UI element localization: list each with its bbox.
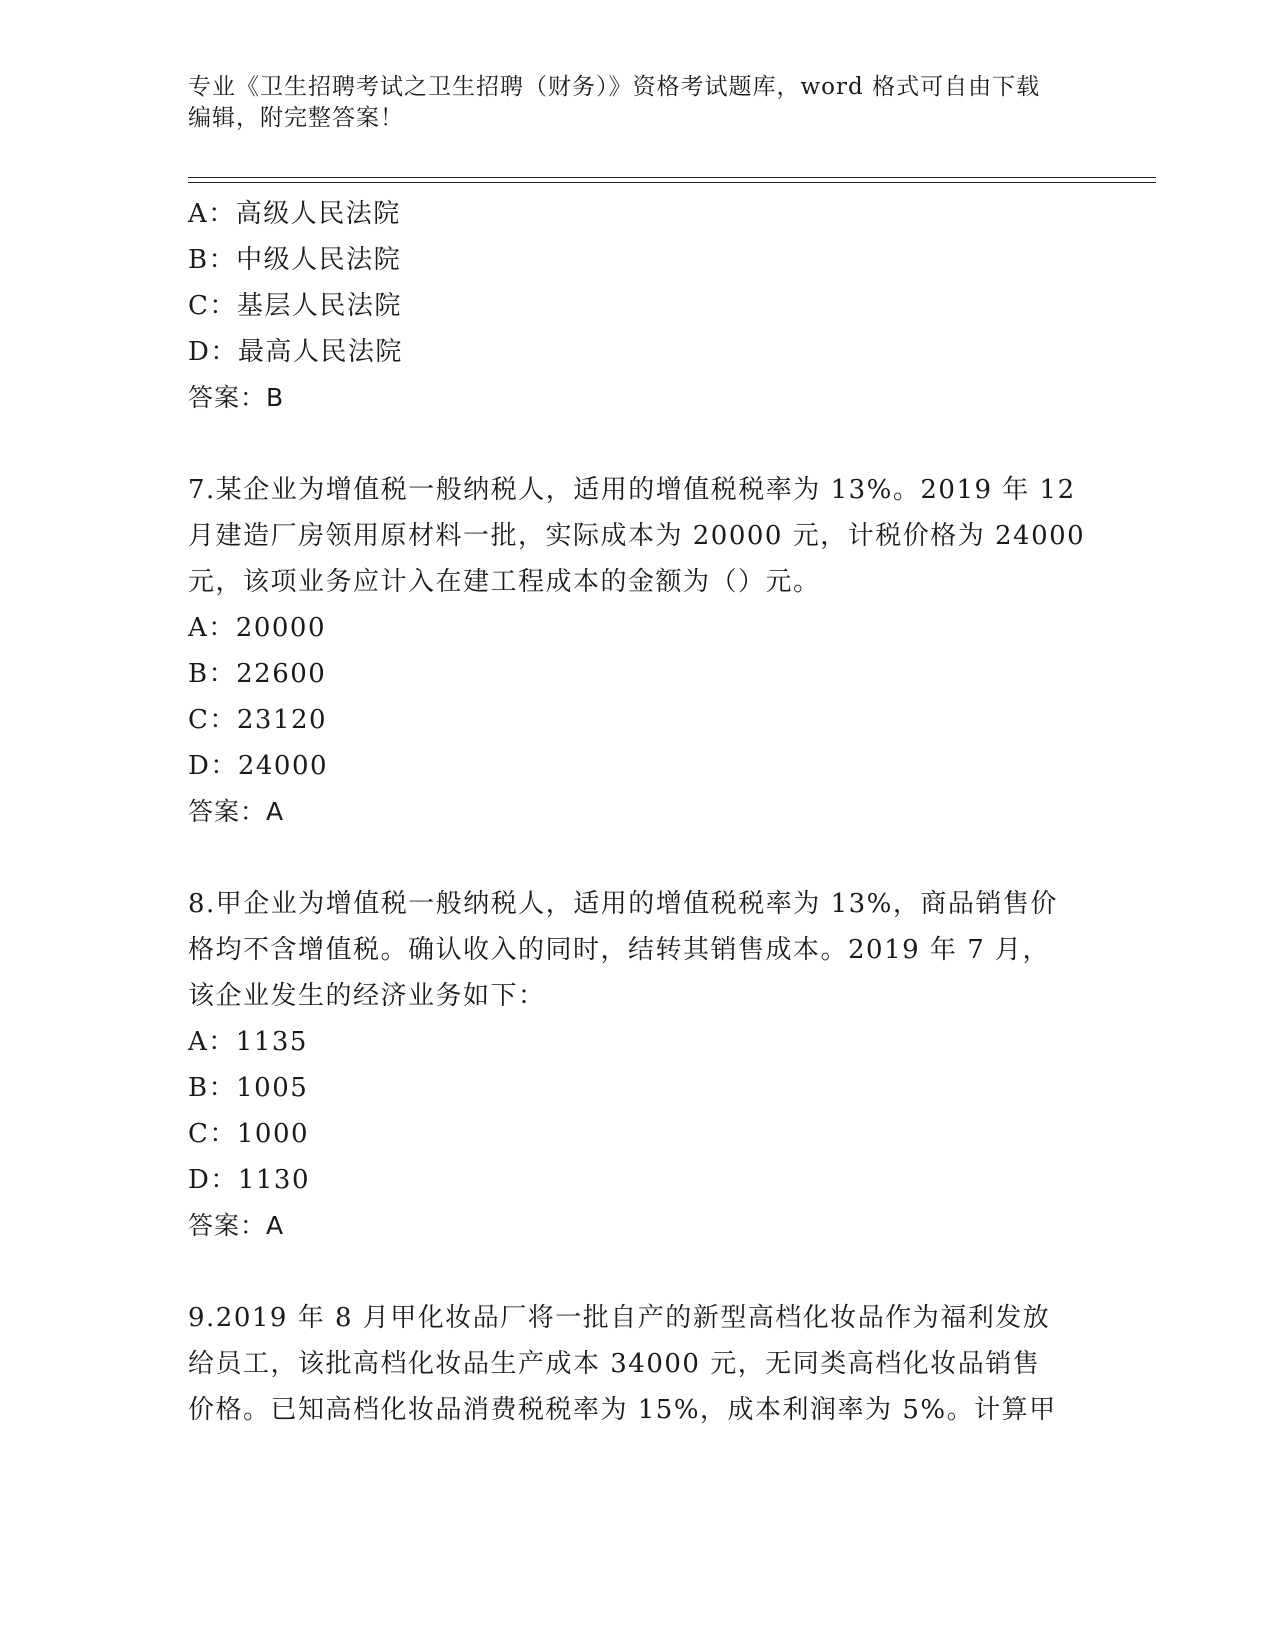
q8-stem-line-1: 8.甲企业为增值税一般纳税人，适用的增值税税率为 13%，商品销售价 <box>188 889 1058 919</box>
q9-stem-line-1: 9.2019 年 8 月甲化妆品厂将一批自产的新型高档化妆品作为福利发放 <box>188 1303 1051 1333</box>
page-header: 专业《卫生招聘考试之卫生招聘（财务）》资格考试题库，word 格式可自由下载 编辑，附完整答案！ <box>188 74 1041 131</box>
q8-stem-line-3: 该企业发生的经济业务如下： <box>188 981 546 1011</box>
q7-stem-line-3: 元，该项业务应计入在建工程成本的金额为（）元。 <box>188 567 821 597</box>
q7-option-d: D：24000 <box>188 751 329 781</box>
q8-answer: 答案：A <box>188 1211 285 1240</box>
header-rule-bottom <box>188 182 1156 183</box>
q8-option-d: D：1130 <box>188 1165 311 1195</box>
spacer <box>188 421 1088 467</box>
spacer <box>188 835 1088 881</box>
header-rule-top <box>188 177 1156 178</box>
q7-stem-line-1: 7.某企业为增值税一般纳税人，适用的增值税税率为 13%。2019 年 12 <box>188 475 1076 505</box>
q6-answer: 答案：B <box>188 383 285 412</box>
q8-option-c: C：1000 <box>188 1119 310 1149</box>
q6-option-a: A：高级人民法院 <box>188 199 401 229</box>
q6-option-b: B：中级人民法院 <box>188 245 402 275</box>
q7-stem-line-2: 月建造厂房领用原材料一批，实际成本为 20000 元，计税价格为 24000 <box>188 521 1086 551</box>
q7-option-b: B：22600 <box>188 659 327 689</box>
q9-stem-line-3: 价格。已知高档化妆品消费税税率为 15%，成本利润率为 5%。计算甲 <box>188 1395 1057 1425</box>
q7-answer: 答案：A <box>188 797 285 826</box>
q9-stem-line-2: 给员工，该批高档化妆品生产成本 34000 元，无同类高档化妆品销售 <box>188 1349 1041 1379</box>
q7-option-c: C：23120 <box>188 705 328 735</box>
q8-option-b: B：1005 <box>188 1073 309 1103</box>
spacer <box>188 1249 1088 1295</box>
q6-option-c: C：基层人民法院 <box>188 291 402 321</box>
q8-option-a: A：1135 <box>188 1027 308 1057</box>
question-content <box>188 191 1088 1433</box>
q8-stem-line-2: 格均不含增值税。确认收入的同时，结转其销售成本。2019 年 7 月， <box>188 935 1051 965</box>
q6-option-d: D：最高人民法院 <box>188 337 403 367</box>
q7-option-a: A：20000 <box>188 613 326 643</box>
